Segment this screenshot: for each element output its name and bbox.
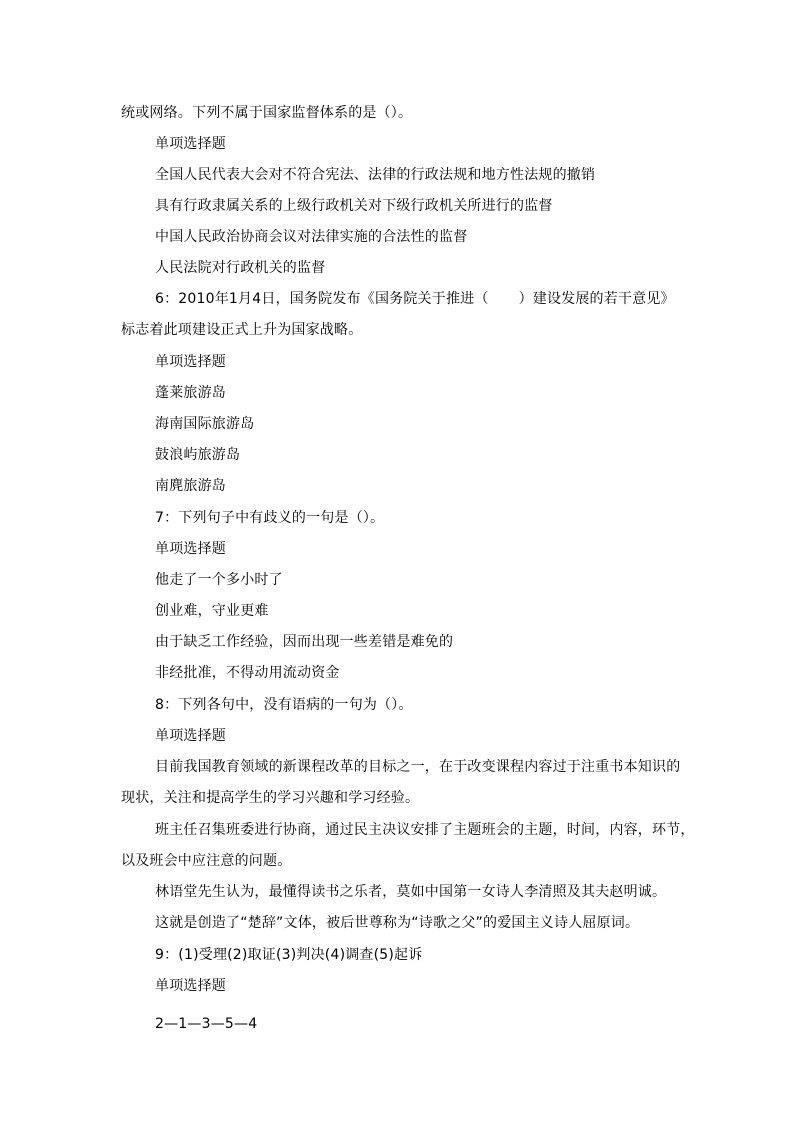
q5-option-a: 全国人民代表大会对不符合宪法、法律的行政法规和地方性法规的撤销 <box>155 167 596 183</box>
q8-type-label: 单项选择题 <box>155 728 226 744</box>
q8-option-d: 这就是创造了“楚辞”文体，被后世尊称为“诗歌之父”的爱国主义诗人屈原词。 <box>155 915 640 931</box>
q6-stem-part2: ）建设发展的若干意见》 <box>518 291 675 307</box>
q5-stem-continuation: 统或网络。下列不属于国家监督体系的是（）。 <box>121 105 413 121</box>
q6-stem <box>155 289 675 309</box>
q5-option-c: 中国人民政治协商会议对法律实施的合法性的监督 <box>155 229 468 245</box>
q8-option-c: 林语堂先生认为，最懂得读书之乐者，莫如中国第一女诗人李清照及其夫赵明诚。 <box>155 884 667 900</box>
q7-option-a: 他走了一个多小时了 <box>155 572 283 588</box>
q9-type-label: 单项选择题 <box>155 978 226 994</box>
q7-option-d: 非经批准，不得动用流动资金 <box>155 665 340 681</box>
q6-option-d: 南麂旅游岛 <box>155 478 226 494</box>
q8-option-a-continuation: 现状，关注和提高学生的学习兴趣和学习经验。 <box>121 790 420 806</box>
q6-stem-part1: 6：2010年1月4日，国务院发布《国务院关于推进（ <box>155 291 489 307</box>
q6-stem-continuation: 标志着此项建设正式上升为国家战略。 <box>121 322 363 338</box>
q6-type-label: 单项选择题 <box>155 354 226 370</box>
q8-option-b: 班主任召集班委进行协商，通过民主决议安排了主题班会的主题，时间，内容，环节， <box>155 822 695 838</box>
q8-stem: 8：下列各句中，没有语病的一句为（）。 <box>155 697 413 713</box>
q5-type-label: 单项选择题 <box>155 136 226 152</box>
q8-option-a: 目前我国教育领域的新课程改革的目标之一，在于改变课程内容过于注重书本知识的 <box>155 759 681 775</box>
q9-stem: 9：(1)受理(2)取证(3)判决(4)调查(5)起诉 <box>155 947 423 963</box>
q8-option-b-continuation: 以及班会中应注意的问题。 <box>121 853 292 869</box>
q6-option-b: 海南国际旅游岛 <box>155 416 255 432</box>
q5-option-b: 具有行政隶属关系的上级行政机关对下级行政机关所进行的监督 <box>155 198 553 214</box>
q6-option-a: 蓬莱旅游岛 <box>155 385 226 401</box>
q7-option-b: 创业难，守业更难 <box>155 603 269 619</box>
q5-option-d: 人民法院对行政机关的监督 <box>155 260 326 276</box>
q7-option-c: 由于缺乏工作经验，因而出现一些差错是难免的 <box>155 634 454 650</box>
q9-option-a: 2—1—3—5—4 <box>155 1016 258 1032</box>
q7-type-label: 单项选择题 <box>155 541 226 557</box>
q6-option-c: 鼓浪屿旅游岛 <box>155 447 241 463</box>
q7-stem: 7：下列句子中有歧义的一句是（）。 <box>155 510 385 526</box>
